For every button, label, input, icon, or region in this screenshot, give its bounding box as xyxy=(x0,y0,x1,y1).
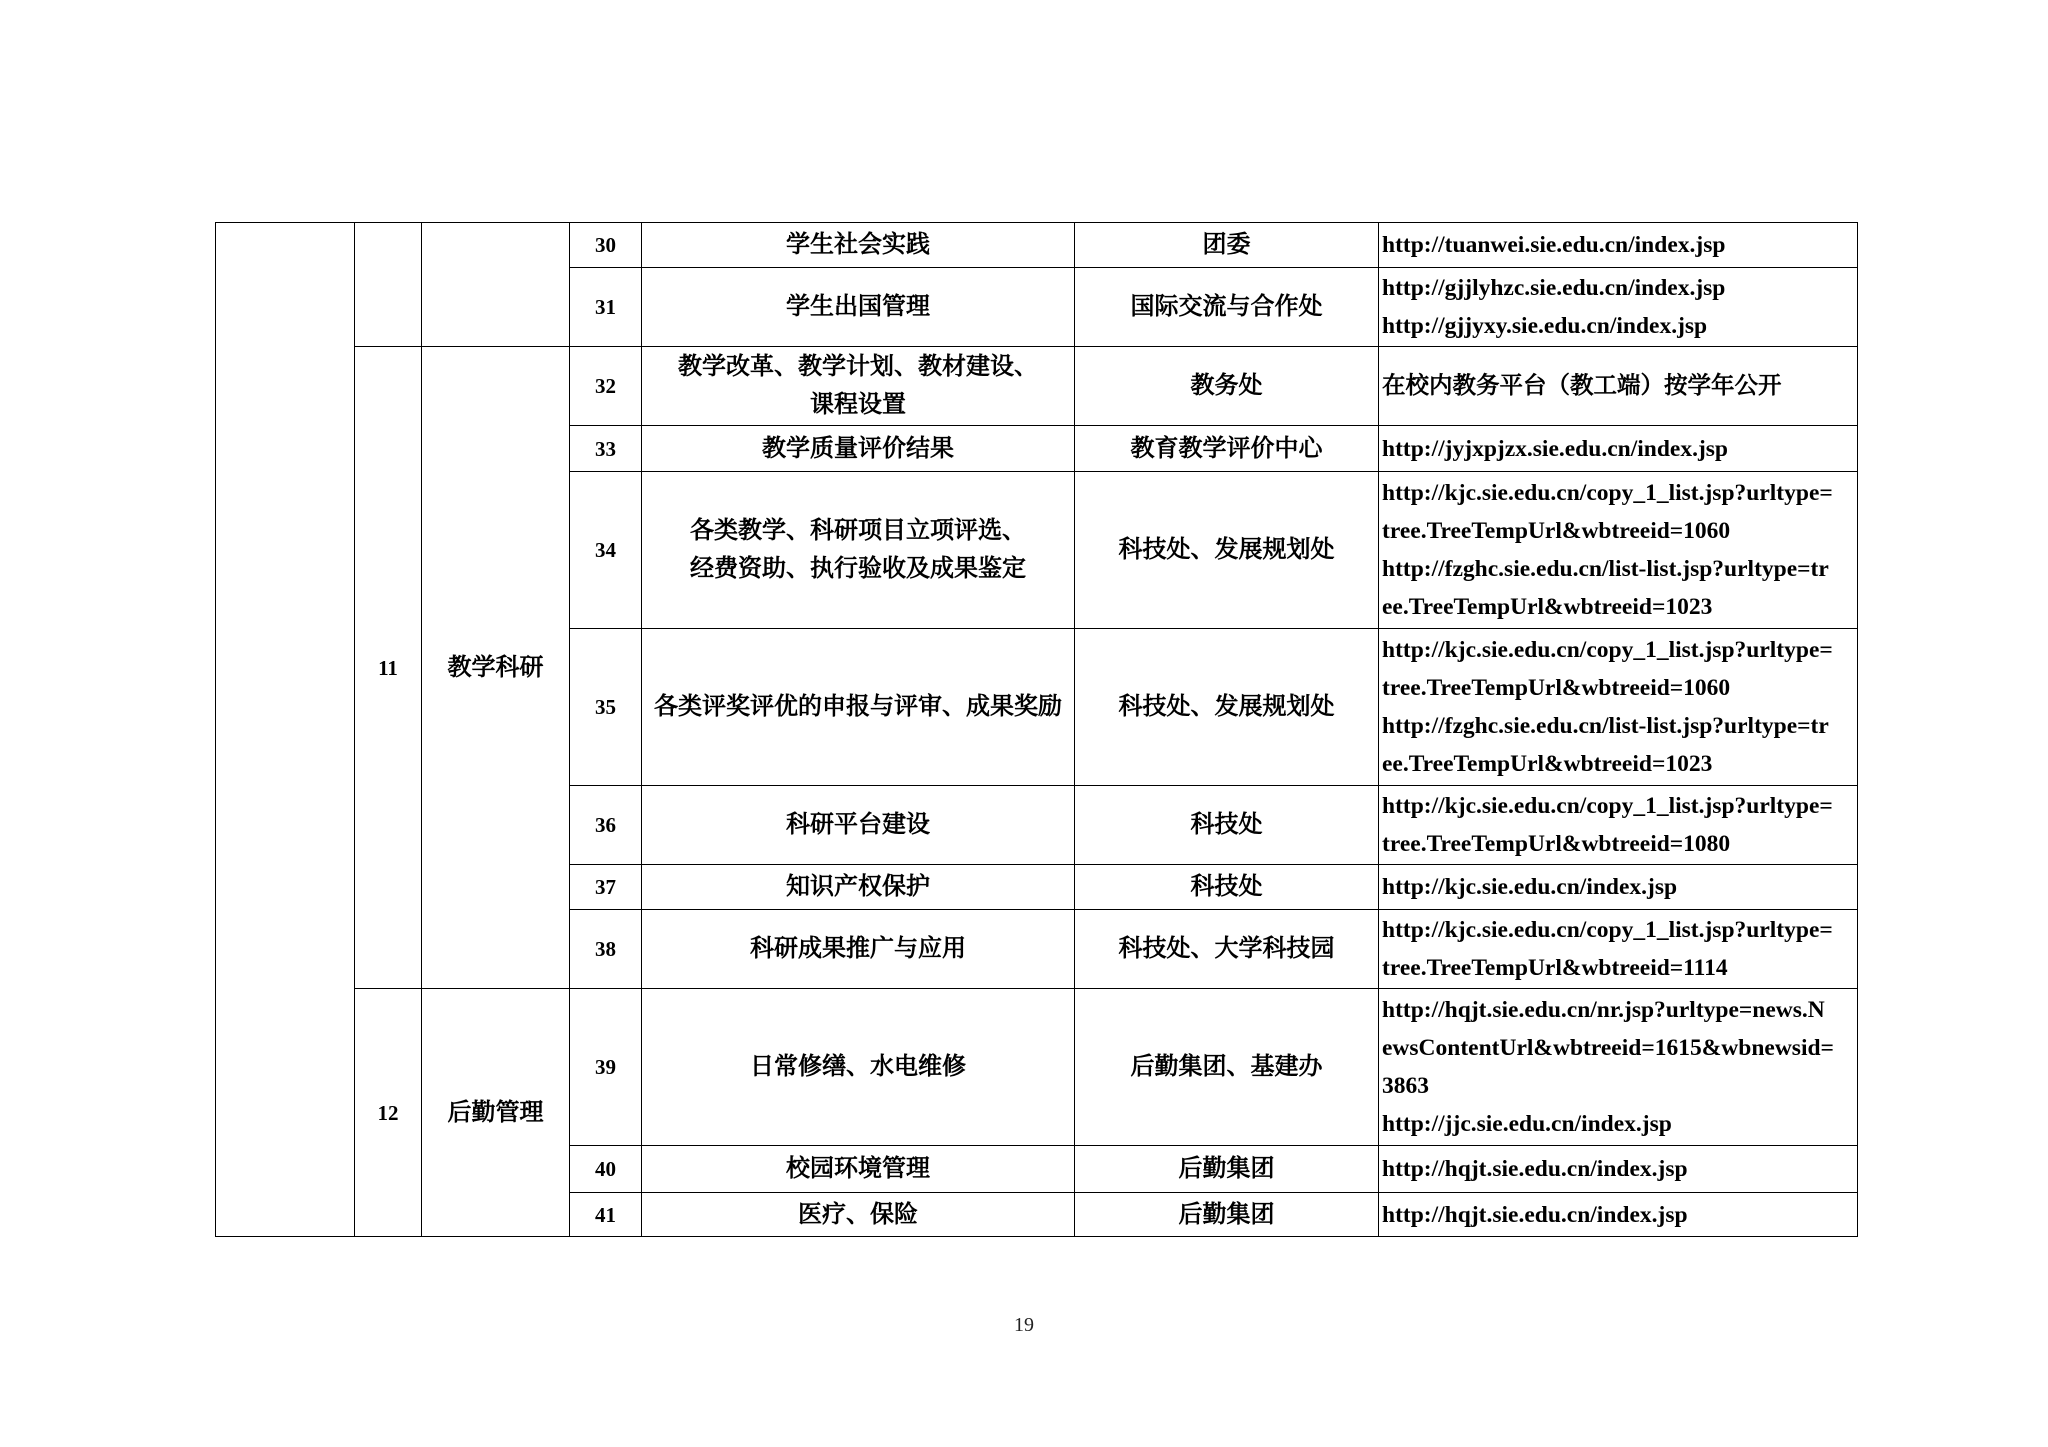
row-number: 40 xyxy=(570,1146,642,1193)
item-cell xyxy=(642,472,1075,629)
table-row xyxy=(216,347,1858,426)
department-cell: 团委 xyxy=(1075,223,1379,268)
link-cell xyxy=(1379,1146,1858,1193)
link-text: http://hqjt.sie.edu.cn/nr.jsp?urltype=news.N xyxy=(1382,997,1825,1023)
row-number: 35 xyxy=(570,629,642,786)
group-number: 11 xyxy=(355,347,422,989)
item-text: 教学质量评价结果 xyxy=(762,435,954,462)
item-cell xyxy=(642,989,1075,1146)
item-text: 学生社会实践 xyxy=(786,232,930,258)
item-cell xyxy=(642,910,1075,989)
link-text: http://kjc.sie.edu.cn/copy_1_list.jsp?urltype= xyxy=(1382,637,1833,663)
department-cell: 教务处 xyxy=(1075,347,1379,426)
link-cell xyxy=(1379,910,1858,989)
item-cell xyxy=(642,426,1075,472)
item-text: 科研成果推广与应用 xyxy=(750,936,966,962)
department-cell: 后勤集团、基建办 xyxy=(1075,989,1379,1146)
department-cell: 科技处 xyxy=(1075,865,1379,910)
row-number: 41 xyxy=(570,1193,642,1237)
link-text: http://hqjt.sie.edu.cn/index.jsp xyxy=(1382,1156,1688,1182)
item-text: 经费资助、执行验收及成果鉴定 xyxy=(690,556,1026,582)
link-cell xyxy=(1379,865,1858,910)
link-text: 在校内教务平台（教工端）按学年公开 xyxy=(1382,373,1782,399)
department-cell: 后勤集团 xyxy=(1075,1193,1379,1237)
row-number: 39 xyxy=(570,989,642,1146)
item-text: 各类教学、科研项目立项评选、 xyxy=(690,518,1026,544)
department-cell: 科技处、发展规划处 xyxy=(1075,629,1379,786)
link-text: ee.TreeTempUrl&wbtreeid=1023 xyxy=(1382,751,1713,777)
item-text: 日常修缮、水电维修 xyxy=(750,1054,966,1080)
row-number: 32 xyxy=(570,347,642,426)
item-cell xyxy=(642,223,1075,268)
department-cell: 国际交流与合作处 xyxy=(1075,268,1379,347)
link-text: http://fzghc.sie.edu.cn/list-list.jsp?urltype=tr xyxy=(1382,713,1829,739)
link-text: http://gjjyxy.sie.edu.cn/index.jsp xyxy=(1382,313,1708,339)
group-name: 后勤管理 xyxy=(422,989,570,1237)
department-cell: 科技处 xyxy=(1075,786,1379,865)
link-cell xyxy=(1379,629,1858,786)
item-text: 课程设置 xyxy=(810,392,906,418)
department-cell: 教育教学评价中心 xyxy=(1075,426,1379,472)
item-cell xyxy=(642,786,1075,865)
table-row xyxy=(216,989,1858,1146)
item-cell xyxy=(642,268,1075,347)
link-text: tree.TreeTempUrl&wbtreeid=1060 xyxy=(1382,518,1731,544)
row-number: 36 xyxy=(570,786,642,865)
page-number: 19 xyxy=(1014,1314,1034,1336)
row-number: 31 xyxy=(570,268,642,347)
item-cell xyxy=(642,1193,1075,1237)
department-cell: 科技处、大学科技园 xyxy=(1075,910,1379,989)
link-cell xyxy=(1379,786,1858,865)
item-cell xyxy=(642,1146,1075,1193)
item-text: 学生出国管理 xyxy=(786,294,930,320)
item-text: 医疗、保险 xyxy=(798,1201,918,1228)
category-cell xyxy=(216,223,355,1237)
item-text: 各类评奖评优的申报与评审、成果奖励 xyxy=(654,694,1062,720)
item-cell xyxy=(642,629,1075,786)
row-number: 33 xyxy=(570,426,642,472)
item-text: 科研平台建设 xyxy=(786,812,930,838)
link-cell xyxy=(1379,426,1858,472)
link-text: tree.TreeTempUrl&wbtreeid=1114 xyxy=(1382,955,1728,981)
link-text: ee.TreeTempUrl&wbtreeid=1023 xyxy=(1382,594,1713,620)
department-cell: 后勤集团 xyxy=(1075,1146,1379,1193)
link-text: http://fzghc.sie.edu.cn/list-list.jsp?urltype=tr xyxy=(1382,556,1829,582)
table-row xyxy=(216,223,1858,268)
group-name-cell xyxy=(422,223,570,347)
link-cell xyxy=(1379,268,1858,347)
link-cell xyxy=(1379,1193,1858,1237)
link-text: http://kjc.sie.edu.cn/copy_1_list.jsp?urltype= xyxy=(1382,480,1833,506)
link-text: http://kjc.sie.edu.cn/copy_1_list.jsp?urltype= xyxy=(1382,793,1833,819)
row-number: 38 xyxy=(570,910,642,989)
link-text: tree.TreeTempUrl&wbtreeid=1060 xyxy=(1382,675,1731,701)
link-cell xyxy=(1379,223,1858,268)
link-cell xyxy=(1379,989,1858,1146)
link-text: http://gjjlyhzc.sie.edu.cn/index.jsp xyxy=(1382,275,1726,301)
row-number: 34 xyxy=(570,472,642,629)
department-cell: 科技处、发展规划处 xyxy=(1075,472,1379,629)
link-text: http://hqjt.sie.edu.cn/index.jsp xyxy=(1382,1201,1688,1228)
item-text: 教学改革、教学计划、教材建设、 xyxy=(678,354,1038,380)
item-text: 校园环境管理 xyxy=(786,1156,930,1182)
link-cell xyxy=(1379,472,1858,629)
row-number: 30 xyxy=(570,223,642,268)
item-text: 知识产权保护 xyxy=(786,874,930,900)
link-text: http://jjc.sie.edu.cn/index.jsp xyxy=(1382,1111,1672,1137)
group-number: 12 xyxy=(355,989,422,1237)
group-number-cell xyxy=(355,223,422,347)
row-number: 37 xyxy=(570,865,642,910)
item-cell xyxy=(642,865,1075,910)
link-text: tree.TreeTempUrl&wbtreeid=1080 xyxy=(1382,831,1731,857)
disclosure-table xyxy=(215,222,1858,1237)
link-cell xyxy=(1379,347,1858,426)
link-text: http://kjc.sie.edu.cn/index.jsp xyxy=(1382,874,1678,900)
link-text: ewsContentUrl&wbtreeid=1615&wbnewsid= xyxy=(1382,1035,1834,1061)
link-text: 3863 xyxy=(1382,1073,1429,1099)
link-text: http://kjc.sie.edu.cn/copy_1_list.jsp?urltype= xyxy=(1382,917,1833,943)
group-name: 教学科研 xyxy=(422,347,570,989)
link-text: http://jyjxpjzx.sie.edu.cn/index.jsp xyxy=(1382,435,1728,462)
item-cell xyxy=(642,347,1075,426)
link-text: http://tuanwei.sie.edu.cn/index.jsp xyxy=(1382,232,1726,258)
